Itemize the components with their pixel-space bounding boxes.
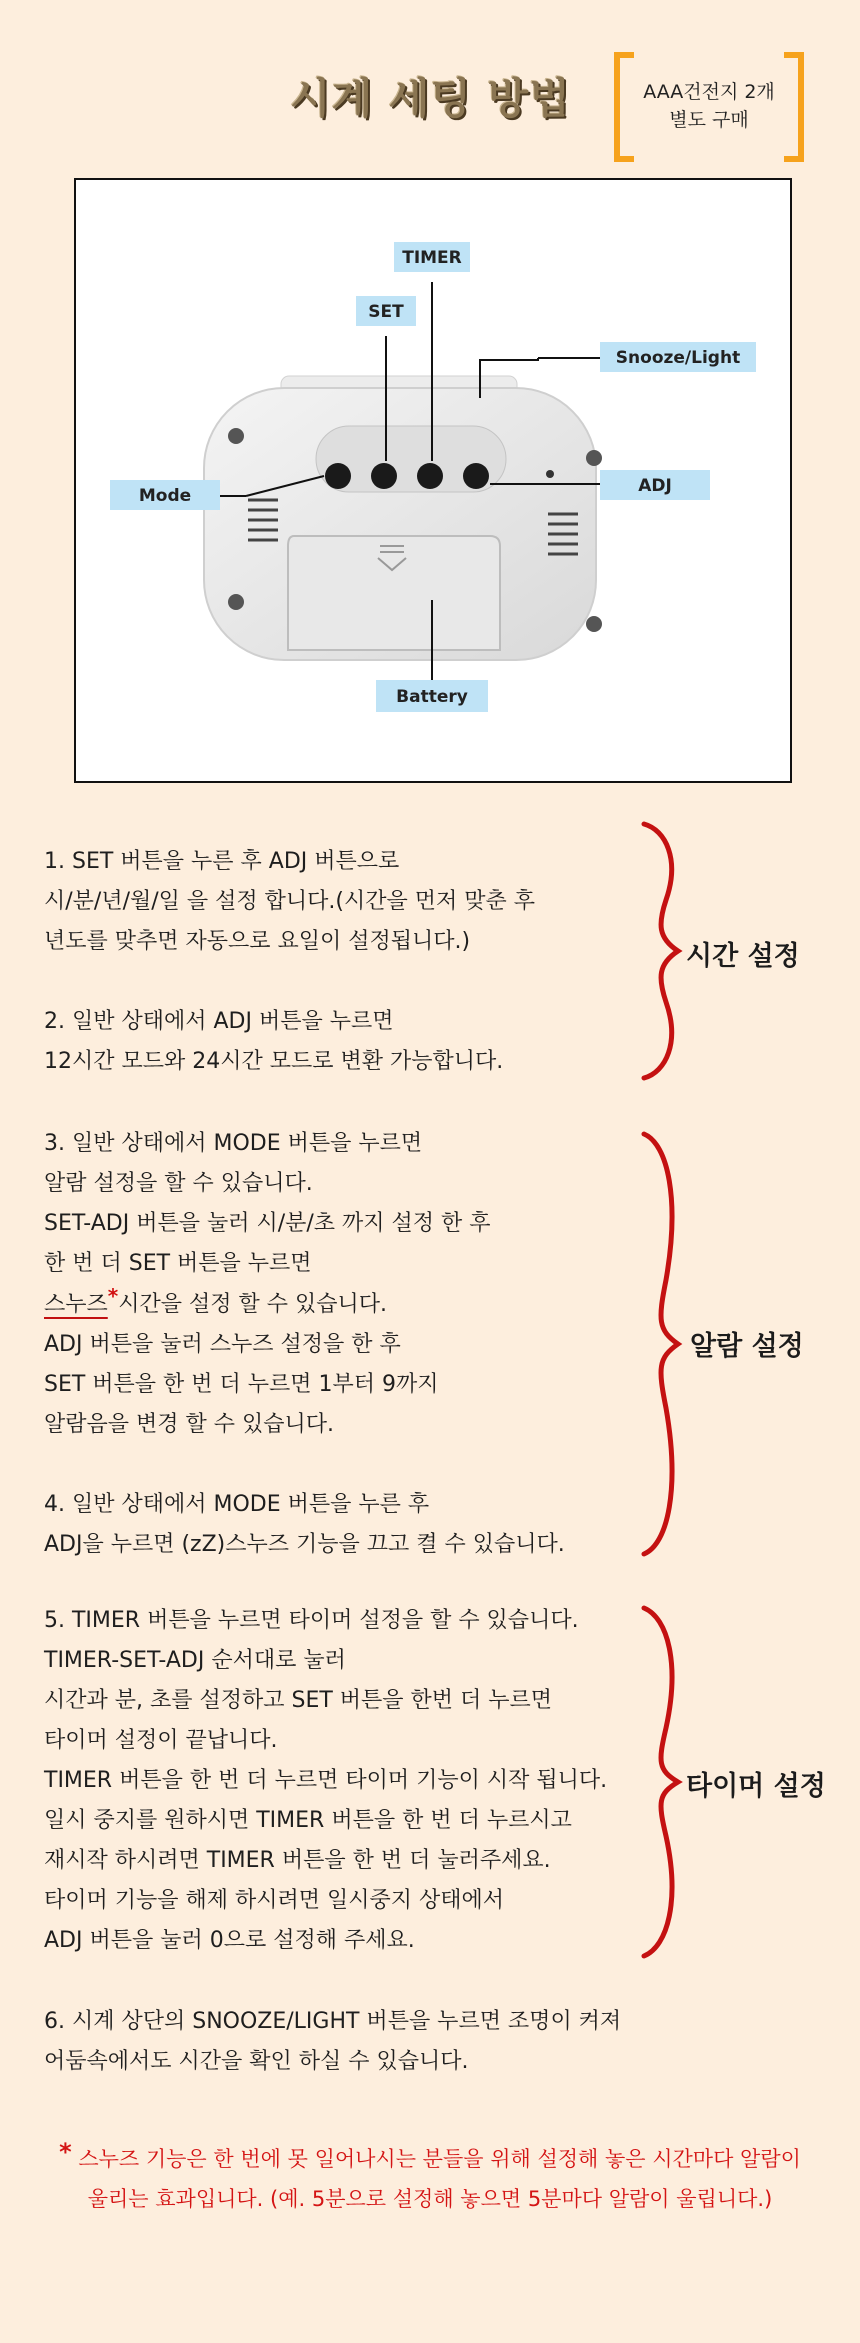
label-adj — [600, 470, 710, 500]
instruction-line: 시간과 분, 초를 설정하고 SET 버튼을 한번 더 누르면 — [44, 1688, 553, 1713]
footnote-line2: 울리는 효과입니다. (예. 5분으로 설정해 놓으면 5분마다 알람이 울립니다.) — [87, 2187, 773, 2211]
sensor-dot — [546, 470, 554, 478]
instruction-line: 시/분/년/월/일 을 설정 합니다.(시간을 먼저 맞춘 후 — [44, 889, 535, 914]
footnote-line1 — [40, 2138, 820, 2179]
instruction-line: TIMER-SET-ADJ 순서대로 눌러 — [44, 1648, 346, 1673]
label-mode — [110, 480, 220, 510]
time-setting-section — [44, 842, 664, 1082]
footnote-line1-text: 스누즈 기능은 한 번에 못 일어나시는 분들을 위해 설정해 놓은 시간마다 알람이 — [78, 2147, 801, 2171]
instruction-line: 한 번 더 SET 버튼을 누르면 — [44, 1251, 312, 1276]
time-setting-label: 시간 설정 — [686, 941, 800, 972]
timer-setting-section — [44, 1601, 664, 1961]
instruction-line: 타이머 설정이 끝납니다. — [44, 1728, 278, 1753]
screw-icon — [586, 450, 602, 466]
label-battery-text: Battery — [396, 687, 468, 707]
instruction-line: 년도를 맞추면 자동으로 요일이 설정됩니다.) — [44, 929, 471, 954]
instruction-line: 알람 설정을 할 수 있습니다. — [44, 1171, 313, 1196]
instruction-line: 타이머 기능을 해제 하시려면 일시중지 상태에서 — [44, 1888, 505, 1913]
instruction-line: SET-ADJ 버튼을 눌러 시/분/초 까지 설정 한 후 — [44, 1211, 491, 1236]
instruction-line: 5. TIMER 버튼을 누르면 타이머 설정을 할 수 있습니다. — [44, 1608, 579, 1633]
instruction-line: 재시작 하시려면 TIMER 버튼을 한 번 더 눌러주세요. — [44, 1848, 551, 1873]
instruction-line: 일시 중지를 원하시면 TIMER 버튼을 한 번 더 누르시고 — [44, 1808, 572, 1833]
label-snooze-light — [600, 342, 756, 372]
timer-button — [417, 463, 443, 489]
alarm-brace — [636, 1130, 686, 1558]
instruction-line: ADJ 버튼을 눌러 스누즈 설정을 한 후 — [44, 1332, 401, 1357]
instruction-line: 6. 시계 상단의 SNOOZE/LIGHT 버튼을 누르면 조명이 켜져 — [44, 2009, 622, 2034]
instruction-line: 1. SET 버튼을 누른 후 ADJ 버튼으로 — [44, 849, 400, 874]
snooze-footnote — [40, 2138, 820, 2219]
time-brace — [636, 820, 686, 1082]
instruction-line-rest: 시간을 설정 할 수 있습니다. — [118, 1292, 387, 1317]
alarm-setting-section — [44, 1124, 664, 1565]
battery-note-text — [614, 78, 804, 134]
label-snooze-light-text: Snooze/Light — [615, 348, 741, 368]
battery-cover — [288, 536, 500, 650]
clock-diagram-svg — [76, 180, 790, 781]
instruction-line: ADJ 버튼을 눌러 0으로 설정해 주세요. — [44, 1928, 415, 1953]
footnote-marker: * — [107, 1284, 119, 1308]
adj-button — [463, 463, 489, 489]
instruction-line: 알람음을 변경 할 수 있습니다. — [44, 1412, 334, 1437]
label-mode-text: Mode — [138, 486, 192, 506]
label-set-text: SET — [368, 302, 404, 322]
instruction-line — [44, 1284, 664, 1325]
instruction-line: 어둠속에서도 시간을 확인 하실 수 있습니다. — [44, 2049, 469, 2074]
snooze-term: 스누즈 — [44, 1292, 108, 1317]
label-adj-text: ADJ — [638, 476, 672, 496]
clock-diagram — [74, 178, 792, 783]
instruction-line: 4. 일반 상태에서 MODE 버튼을 누른 후 — [44, 1492, 430, 1517]
label-battery — [376, 680, 488, 712]
instruction-line: 3. 일반 상태에서 MODE 버튼을 누르면 — [44, 1131, 423, 1156]
battery-note-line1: AAA건전지 2개 — [643, 81, 775, 103]
timer-brace — [636, 1604, 686, 1960]
set-button — [371, 463, 397, 489]
footnote-star: * — [59, 2138, 72, 2166]
screw-icon — [586, 616, 602, 632]
instruction-line: 2. 일반 상태에서 ADJ 버튼을 누르면 — [44, 1009, 394, 1034]
light-section — [44, 2002, 744, 2082]
screw-icon — [228, 428, 244, 444]
instruction-line: TIMER 버튼을 한 번 더 누르면 타이머 기능이 시작 됩니다. — [44, 1768, 608, 1793]
page-title: 시계 세팅 방법 — [290, 74, 571, 123]
battery-note — [614, 52, 804, 154]
instruction-line: SET 버튼을 한 번 더 누르면 1부터 9까지 — [44, 1372, 439, 1397]
instruction-line: 12시간 모드와 24시간 모드로 변환 가능합니다. — [44, 1049, 504, 1074]
mode-button — [325, 463, 351, 489]
screw-icon — [228, 594, 244, 610]
battery-note-line2: 별도 구매 — [669, 109, 749, 131]
timer-setting-label: 타이머 설정 — [686, 1771, 826, 1802]
label-set — [356, 296, 416, 326]
instruction-line: ADJ을 누르면 (zZ)스누즈 기능을 끄고 켤 수 있습니다. — [44, 1532, 565, 1557]
label-timer — [394, 242, 470, 272]
alarm-setting-label: 알람 설정 — [690, 1331, 804, 1362]
label-timer-text: TIMER — [402, 248, 462, 268]
